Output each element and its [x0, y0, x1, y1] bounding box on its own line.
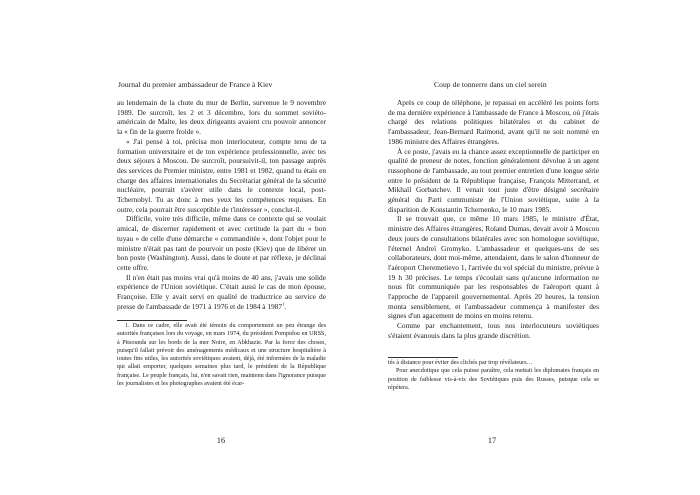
right-page [350, 0, 700, 495]
paragraph: Il n'en était pas moins vrai qu'à moins de 40 ans, j'avais une solide expérience de l'Union soviétique. C'était aussi le cas de mon épouse, Françoise. Elle y avait servi en qualité de traductrice au service de presse de l'ambassade de 1971 à 1976 et de 1984 à 1987$^1$. [117, 272, 326, 311]
footnote [117, 322, 326, 388]
paragraph: Difficile, voire très difficile, même dans ce contexte qui se voulait amical, de discerner rapidement et avec certitude la part du « bon tuyau » de celle d'une démarche « commanditée », dont l'objet pour le ministre n'était pas tant de pourvoir un poste (Kiev) que de libérer un bon poste (Washington). Aussi, dans le doute et par réflexe, je déclinai cette offre. [117, 214, 326, 272]
paragraph: Après ce coup de téléphone, je repassai en accéléré les points forts de ma dernière expérience à l'ambassade de France à Moscou, où j'étais chargé des relations politiques bilatérales et du cabinet de l'ambassadeur, Jean-Bernard Raimond, avant qu'il ne soit nommé en 1986 ministre des Affaires étrangères. [388, 98, 599, 146]
footnote-text: 1. Dans ce cadre, elle avait été témoin du comportement un peu étrange des autorités françaises lors du voyage, en mars 1974, du président Pompidou en URSS, à Pitsounda sur les bords de la mer Noire, en Abkhazie. Par la force des choses, puisqu'il fallait prévoir des aménagements médicaux et une structure hospitalière à toutes fins utiles, les autorités soviétiques avaient, déjà, été informées de la maladie qui allait emporter, quelques semaines plus tard, le président de la République française. Le peuple français, lui, n'en savait rien, maintenu dans l'ignorance puisque les journalistes et les photographes avaient été écar- [117, 323, 326, 387]
paragraph: Comme par enchantement, tous nos interlocuteurs soviétiques s'étaient évanouis dans la plus grande discrétion. [388, 321, 599, 340]
paragraph: Il se trouvait que, ce même 10 mars 1985, le ministre d'État, ministre des Affaires étrangères, Roland Dumas, devait avoir à Moscou deux jours de consultations bilatérales avec son homologue soviétique, l'éternel Andreï Gromyko. L'ambassadeur et quelques-uns de ses collaborateurs, dont moi-même, attendaient, dans le salon d'honneur de l'aéroport Cheremetievo 1, l'arrivée du vol spécial du ministre, prévue à 19 h 30 précises. Le temps s'écoulait sans qu'aucune information ne nous fût communiquée par les responsables de l'aéroport quant à l'approche de l'appareil gouvernemental. Après 20 heures, la tension monta sensiblement, et l'ambassadeur commença à manifester des signes d'un agacement de moins en moins retenu. [388, 214, 599, 321]
body-text [117, 98, 326, 311]
paragraph-text: Il n'en était pas moins vrai qu'à moins de 40 ans, j'avais une solide expérience de l'Union soviétique. C'était aussi le cas de mon épouse, Françoise. Elle y avait servi en qualité de traductrice au service de presse de l'ambassade de 1971 à 1976 et de 1984 à 1987 [117, 272, 326, 311]
body-text [388, 98, 599, 341]
running-head: Journal du premier ambassadeur de France à Kiev [118, 80, 273, 89]
running-head: Coup de tonnerre dans un ciel serein [434, 80, 547, 89]
paragraph: au lendemain de la chute du mur de Berlin, survenue le 9 novembre 1989. De surcroît, les 2 et 3 décembre, lors du sommet soviéto-américain de Malte, les deux dirigeants avaient cru pouvoir annoncer la « fin de la guerre froide ». [117, 98, 326, 137]
footnote-divider [117, 320, 187, 321]
footnote-marker: 1 [282, 301, 285, 307]
page-number: 17 [487, 436, 497, 445]
paragraph: À ce poste, j'avais eu la chance assez exceptionnelle de participer en qualité de preneur de notes, fonction généralement dévolue à un agent russophone de l'ambassade, au tout premier entretien d'une longue série entre le président de la République française, François Mitterrand, et Mikhaïl Gorbatchev. Il venait tout juste d'être désigné secrétaire général du Parti communiste de l'Union soviétique, suite à la disparition de Konstantin Tchernenko, le 10 mars 1985. [388, 146, 599, 214]
footnote [388, 359, 599, 392]
footnote-text: tés à distance pour éviter des clichés par trop révélateurs… [388, 360, 533, 366]
footnote-text: Pour anecdotique que cela puisse paraître, cela mettait les diplomates français en position de faiblesse vis-à-vis des Soviétiques puis des Russes, puisque cela se répétera. [388, 368, 599, 391]
page-number: 16 [216, 436, 226, 445]
paragraph: « J'ai pensé à toi, précisa mon interlocuteur, compte tenu de ta formation universitaire et de ton expérience professionnelle, avec tes deux séjours à Moscou. De surcroît, poursuivit-il, ton passage auprès des services du Premier ministre, entre 1981 et 1982, quand tu étais en charge des affaires internationales du Secrétariat général de la sécurité nucléaire, pourrait s'avérer utile dans le contexte local, post-Tchernobyl. Tu as donc à mes yeux les compétences requises. En outre, cela pourrait être susceptible de t'intéresser », conclut-il. [117, 136, 326, 214]
footnote-divider [388, 357, 458, 358]
